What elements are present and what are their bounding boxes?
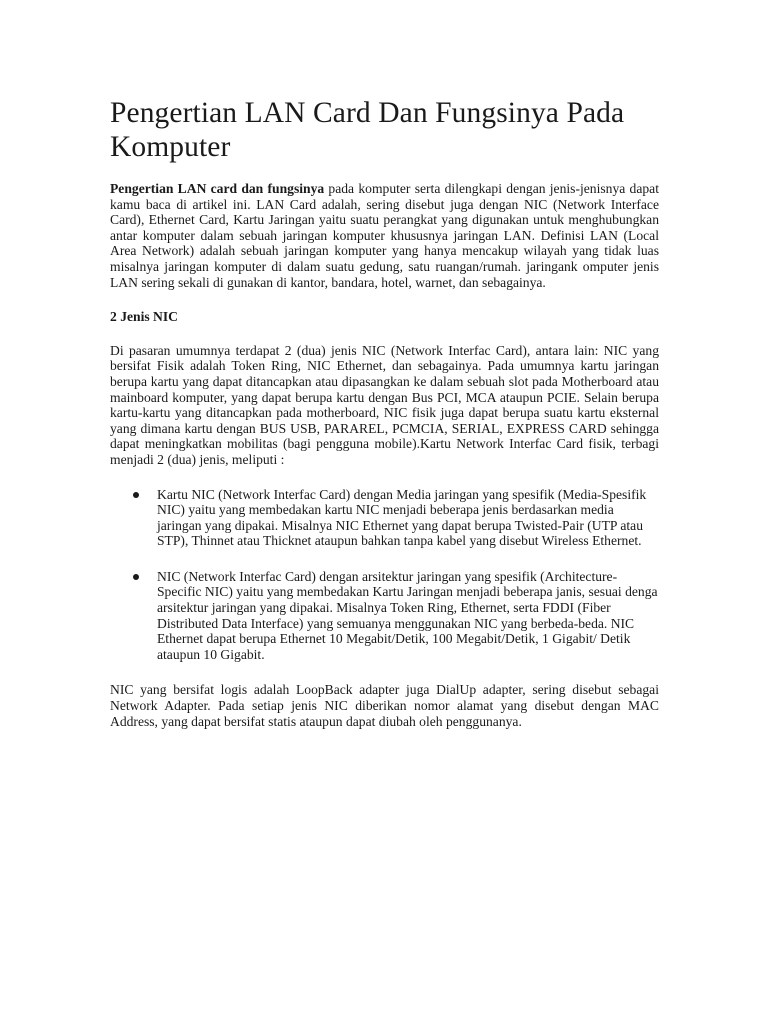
nic-types-list [110, 487, 659, 663]
list-item [110, 487, 659, 549]
intro-text: pada komputer serta dilengkapi dengan jenis-jenisnya dapat kamu baca di artikel ini. LAN Card adalah, sering disebut juga dengan NIC (Network Interface Card), Ethernet Card, Kartu Jaringan yaitu suatu perangkat yang digunakan untuk menghubungkan antar komputer dalam sebuah jaringan komputer khususnya jaringan LAN. Definisi LAN (Local Area Network) adalah sebuah jaringan komputer yang hanya mencakup wilayah yang tidak luas misalnya jaringan komputer di dalam suatu gedung, satu ruangan/rumah. jaringank omputer jenis LAN sering sekali di gunakan di kantor, bandara, hotel, warnet, dan sebagainya. [110, 181, 659, 290]
list-item [110, 569, 659, 663]
intro-bold-phrase: Pengertian LAN card dan fungsinya [110, 181, 325, 196]
document-page [110, 96, 659, 729]
bullet-dot-icon [133, 492, 139, 498]
document-title: Pengertian LAN Card Dan Fungsinya Pada Komputer [110, 97, 625, 163]
intro-paragraph [110, 181, 659, 290]
logical-nic-paragraph: NIC yang bersifat logis adalah LoopBack adapter juga DialUp adapter, sering disebut sebagai Network Adapter. Pada setiap jenis NIC diberikan nomor alamat yang disebut dengan MAC Address, yang dapat bersifat statis ataupun dapat diubah oleh penggunanya. [110, 682, 659, 729]
list-item-text: Kartu NIC (Network Interfac Card) dengan Media jaringan yang spesifik (Media-Spesifik NIC) yaitu yang membedakan kartu NIC menjadi beberapa jenis berdasarkan media jaringan yang dipakai. Misalnya NIC Ethernet yang dapat berupa Twisted-Pair (UTP atau STP), Thinnet atau Thicknet ataupun bahkan tanpa kabel yang disebut Wireless Ethernet. [157, 486, 647, 549]
section-heading: 2 Jenis NIC [110, 309, 178, 325]
nic-types-paragraph: Di pasaran umumnya terdapat 2 (dua) jenis NIC (Network Interfac Card), antara lain: NIC yang bersifat Fisik adalah Token Ring, NIC Ethernet, dan sebagainya. Pada umumnya kartu jaringan berupa kartu yang dapat ditancapkan atau dipasangkan ke dalam sebuah slot pada Motherboard atau mainboard komputer, yang dapat berupa kartu dengan Bus PCI, MCA ataupun PCIE. Selain berupa kartu-kartu yang ditancapkan pada motherboard, NIC fisik juga dapat berupa suatu kartu eksternal yang dimana kartu dengan BUS USB, PARAREL, PCMCIA, SERIAL, EXPRESS CARD sehingga dapat meningkatkan mobilitas (bagi pengguna mobile).Kartu Network Interfac Card fisik, terbagi menjadi 2 (dua) jenis, meliputi : [110, 342, 659, 467]
bullet-dot-icon [133, 574, 139, 580]
list-item-text: NIC (Network Interfac Card) dengan arsitektur jaringan yang spesifik (Architecture-Specific NIC) yaitu yang membedakan Kartu Jaringan menjadi beberapa janis, sesuai denga arsitektur jaringan yang dipakai. Misalnya Token Ring, Ethernet, serta FDDI (Fiber Distributed Data Interface) yang semuanya menggunakan NIC yang berbeda-beda. NIC Ethernet dapat berupa Ethernet 10 Megabit/Detik, 100 Megabit/Detik, 1 Gigabit/ Detik ataupun 10 Gigabit. [157, 568, 658, 662]
